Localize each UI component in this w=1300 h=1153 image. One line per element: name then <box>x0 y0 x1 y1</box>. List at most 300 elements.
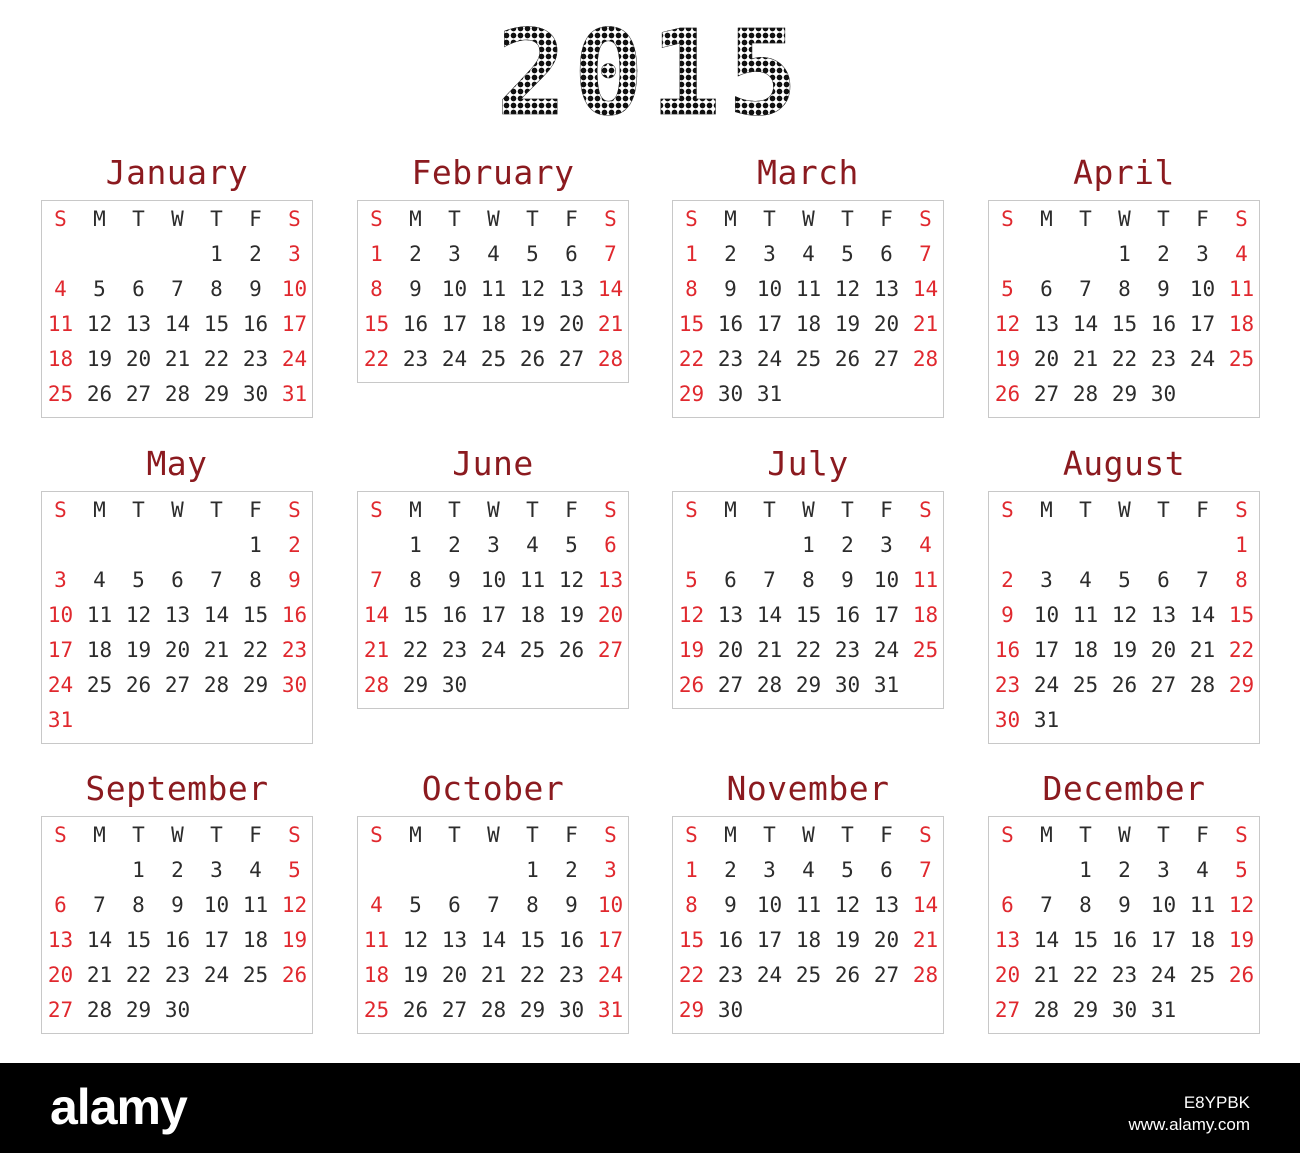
weekday-label: S <box>685 207 698 231</box>
week-row <box>358 272 628 307</box>
day-cell: 7 <box>1079 277 1092 301</box>
weekday-label: T <box>526 207 539 231</box>
day-cell: 22 <box>402 638 429 662</box>
week-row <box>358 528 628 563</box>
day-cell: 3 <box>763 242 776 266</box>
day-cell: 18 <box>1228 312 1255 336</box>
day-cell: 29 <box>1072 998 1099 1022</box>
weekday-label: M <box>1040 823 1053 847</box>
day-cell: 19 <box>86 347 113 371</box>
day-cell: 24 <box>1150 963 1177 987</box>
week-row <box>989 563 1259 598</box>
month-day-grid <box>41 816 313 1034</box>
week-row <box>989 888 1259 923</box>
week-row <box>989 307 1259 342</box>
weekday-label: S <box>919 207 932 231</box>
weekday-header-row <box>673 202 943 237</box>
weekday-header-row <box>989 818 1259 853</box>
week-row <box>989 668 1259 703</box>
week-row <box>42 528 312 563</box>
day-cell: 10 <box>441 277 468 301</box>
day-cell: 26 <box>1228 963 1255 987</box>
day-cell: 8 <box>132 893 145 917</box>
day-cell: 4 <box>919 533 932 557</box>
day-cell: 8 <box>370 277 383 301</box>
day-cell: 7 <box>370 568 383 592</box>
weekday-label: W <box>171 498 184 522</box>
day-cell: 8 <box>249 568 262 592</box>
day-cell: 30 <box>1150 382 1177 406</box>
day-cell: 10 <box>47 603 74 627</box>
week-row <box>358 563 628 598</box>
watermark-url: www.alamy.com <box>1128 1115 1250 1134</box>
day-cell: 12 <box>834 277 861 301</box>
day-cell: 28 <box>912 347 939 371</box>
weekday-label: S <box>288 823 301 847</box>
day-cell: 19 <box>834 928 861 952</box>
day-cell: 12 <box>281 893 308 917</box>
day-cell: 7 <box>210 568 223 592</box>
day-cell: 30 <box>441 673 468 697</box>
month-name: June <box>452 444 534 483</box>
day-cell: 15 <box>678 928 705 952</box>
weekday-label: T <box>448 207 461 231</box>
day-cell: 12 <box>994 312 1021 336</box>
weekday-label: W <box>1118 498 1131 522</box>
day-cell: 4 <box>249 858 262 882</box>
day-cell: 29 <box>125 998 152 1022</box>
weekday-label: T <box>448 498 461 522</box>
day-cell: 12 <box>834 893 861 917</box>
day-cell: 31 <box>756 382 783 406</box>
day-cell: 29 <box>402 673 429 697</box>
day-cell: 28 <box>363 673 390 697</box>
day-cell: 29 <box>203 382 230 406</box>
weekday-label: T <box>1157 823 1170 847</box>
month-name: May <box>146 444 208 483</box>
day-cell: 26 <box>1111 673 1138 697</box>
weekday-header-row <box>42 493 312 528</box>
day-cell: 17 <box>756 312 783 336</box>
week-row <box>673 307 943 342</box>
week-row <box>989 342 1259 377</box>
weekday-label: W <box>487 207 500 231</box>
day-cell: 18 <box>519 603 546 627</box>
day-cell: 30 <box>994 708 1021 732</box>
day-cell: 16 <box>994 638 1021 662</box>
day-cell: 5 <box>526 242 539 266</box>
day-cell: 1 <box>526 858 539 882</box>
day-cell: 22 <box>1228 638 1255 662</box>
day-cell: 3 <box>1040 568 1053 592</box>
weekday-header-row <box>989 493 1259 528</box>
day-cell: 2 <box>409 242 422 266</box>
day-cell: 23 <box>281 638 308 662</box>
day-cell: 14 <box>1072 312 1099 336</box>
weekday-label: M <box>1040 498 1053 522</box>
day-cell: 14 <box>912 277 939 301</box>
day-cell: 12 <box>519 277 546 301</box>
day-cell: 13 <box>164 603 191 627</box>
weekday-label: T <box>210 823 223 847</box>
week-row <box>42 703 312 738</box>
weekday-label: T <box>210 498 223 522</box>
weekday-label: F <box>880 498 893 522</box>
month-name: October <box>421 769 565 808</box>
day-cell: 11 <box>912 568 939 592</box>
weekday-label: T <box>1157 207 1170 231</box>
weekday-label: T <box>132 207 145 231</box>
weekday-label: M <box>409 498 422 522</box>
day-cell: 17 <box>1033 638 1060 662</box>
weekday-header-row <box>358 493 628 528</box>
day-cell: 17 <box>281 312 308 336</box>
day-cell: 7 <box>171 277 184 301</box>
week-row <box>358 958 628 993</box>
weekday-label: M <box>724 498 737 522</box>
day-cell: 24 <box>441 347 468 371</box>
weekday-label: T <box>763 207 776 231</box>
month-day-grid <box>672 200 944 418</box>
day-cell: 27 <box>873 963 900 987</box>
day-cell: 21 <box>480 963 507 987</box>
week-row <box>42 958 312 993</box>
day-cell: 11 <box>1072 603 1099 627</box>
day-cell: 10 <box>203 893 230 917</box>
day-cell: 16 <box>164 928 191 952</box>
day-cell: 14 <box>164 312 191 336</box>
weekday-label: M <box>1040 207 1053 231</box>
day-cell: 18 <box>795 312 822 336</box>
weekday-label: T <box>1079 498 1092 522</box>
day-cell: 13 <box>1150 603 1177 627</box>
weekday-label: M <box>93 207 106 231</box>
day-cell: 13 <box>717 603 744 627</box>
day-cell: 14 <box>597 277 624 301</box>
day-cell: 26 <box>558 638 585 662</box>
weekday-label: S <box>1001 207 1014 231</box>
week-row <box>673 958 943 993</box>
day-cell: 28 <box>480 998 507 1022</box>
day-cell: 25 <box>519 638 546 662</box>
week-row <box>989 703 1259 738</box>
day-cell: 6 <box>54 893 67 917</box>
week-row <box>358 307 628 342</box>
weekday-header-row <box>358 818 628 853</box>
day-cell: 26 <box>834 347 861 371</box>
day-cell: 22 <box>203 347 230 371</box>
weekday-label: T <box>841 207 854 231</box>
weekday-label: S <box>604 498 617 522</box>
day-cell: 30 <box>281 673 308 697</box>
day-cell: 13 <box>1033 312 1060 336</box>
weekday-header-row <box>358 202 628 237</box>
day-cell: 25 <box>86 673 113 697</box>
day-cell: 13 <box>558 277 585 301</box>
day-cell: 4 <box>1235 242 1248 266</box>
day-cell: 9 <box>1001 603 1014 627</box>
weekday-label: S <box>1235 823 1248 847</box>
week-row <box>673 528 943 563</box>
weekday-label: W <box>802 823 815 847</box>
day-cell: 8 <box>1118 277 1131 301</box>
month-name: April <box>1073 153 1175 192</box>
day-cell: 22 <box>125 963 152 987</box>
weekday-label: F <box>880 207 893 231</box>
day-cell: 27 <box>441 998 468 1022</box>
day-cell: 9 <box>249 277 262 301</box>
day-cell: 19 <box>1111 638 1138 662</box>
month-day-grid <box>41 200 313 418</box>
day-cell: 31 <box>873 673 900 697</box>
day-cell: 30 <box>164 998 191 1022</box>
day-cell: 25 <box>1072 673 1099 697</box>
day-cell: 5 <box>1235 858 1248 882</box>
day-cell: 19 <box>834 312 861 336</box>
day-cell: 23 <box>1150 347 1177 371</box>
day-cell: 20 <box>164 638 191 662</box>
year-title <box>0 4 1300 142</box>
day-cell: 9 <box>1118 893 1131 917</box>
day-cell: 24 <box>203 963 230 987</box>
day-cell: 13 <box>994 928 1021 952</box>
day-cell: 11 <box>1189 893 1216 917</box>
day-cell: 14 <box>203 603 230 627</box>
day-cell: 23 <box>1111 963 1138 987</box>
day-cell: 19 <box>994 347 1021 371</box>
day-cell: 21 <box>756 638 783 662</box>
week-row <box>989 272 1259 307</box>
weekday-header-row <box>673 493 943 528</box>
day-cell: 21 <box>1189 638 1216 662</box>
day-cell: 31 <box>597 998 624 1022</box>
day-cell: 23 <box>834 638 861 662</box>
day-cell: 28 <box>912 963 939 987</box>
day-cell: 25 <box>795 963 822 987</box>
day-cell: 16 <box>1150 312 1177 336</box>
day-cell: 23 <box>242 347 269 371</box>
day-cell: 12 <box>1228 893 1255 917</box>
day-cell: 1 <box>685 242 698 266</box>
day-cell: 8 <box>685 277 698 301</box>
day-cell: 5 <box>409 893 422 917</box>
day-cell: 8 <box>1235 568 1248 592</box>
day-cell: 15 <box>242 603 269 627</box>
weekday-label: T <box>1079 207 1092 231</box>
day-cell: 29 <box>519 998 546 1022</box>
day-cell: 18 <box>363 963 390 987</box>
day-cell: 26 <box>834 963 861 987</box>
weekday-label: S <box>370 823 383 847</box>
day-cell: 6 <box>171 568 184 592</box>
day-cell: 22 <box>678 347 705 371</box>
day-cell: 5 <box>841 858 854 882</box>
week-row <box>673 888 943 923</box>
month-day-grid <box>988 491 1260 744</box>
day-cell: 15 <box>203 312 230 336</box>
day-cell: 27 <box>125 382 152 406</box>
day-cell: 18 <box>1189 928 1216 952</box>
day-cell: 15 <box>363 312 390 336</box>
day-cell: 3 <box>487 533 500 557</box>
day-cell: 21 <box>164 347 191 371</box>
month-name: November <box>726 769 890 808</box>
day-cell: 11 <box>47 312 74 336</box>
day-cell: 5 <box>132 568 145 592</box>
week-row <box>673 237 943 272</box>
day-cell: 8 <box>1079 893 1092 917</box>
day-cell: 7 <box>1196 568 1209 592</box>
day-cell: 2 <box>565 858 578 882</box>
day-cell: 26 <box>519 347 546 371</box>
day-cell: 6 <box>1040 277 1053 301</box>
day-cell: 10 <box>1189 277 1216 301</box>
day-cell: 5 <box>841 242 854 266</box>
day-cell: 7 <box>763 568 776 592</box>
day-cell: 9 <box>841 568 854 592</box>
weekday-label: S <box>288 207 301 231</box>
day-cell: 17 <box>480 603 507 627</box>
day-cell: 14 <box>912 893 939 917</box>
weekday-label: W <box>1118 207 1131 231</box>
weekday-label: M <box>409 207 422 231</box>
weekday-label: T <box>841 498 854 522</box>
day-cell: 20 <box>125 347 152 371</box>
day-cell: 18 <box>480 312 507 336</box>
weekday-label: S <box>685 823 698 847</box>
week-row <box>42 668 312 703</box>
day-cell: 30 <box>558 998 585 1022</box>
day-cell: 15 <box>678 312 705 336</box>
day-cell: 5 <box>288 858 301 882</box>
week-row <box>673 272 943 307</box>
day-cell: 4 <box>1196 858 1209 882</box>
day-cell: 2 <box>448 533 461 557</box>
day-cell: 10 <box>597 893 624 917</box>
week-row <box>42 342 312 377</box>
day-cell: 27 <box>1033 382 1060 406</box>
day-cell: 12 <box>678 603 705 627</box>
day-cell: 12 <box>402 928 429 952</box>
day-cell: 28 <box>1072 382 1099 406</box>
day-cell: 9 <box>724 277 737 301</box>
weekday-label: S <box>685 498 698 522</box>
week-row <box>673 993 943 1028</box>
weekday-label: S <box>1001 823 1014 847</box>
day-cell: 15 <box>402 603 429 627</box>
week-row <box>42 272 312 307</box>
week-row <box>358 237 628 272</box>
week-row <box>989 853 1259 888</box>
week-row <box>42 237 312 272</box>
weekday-label: S <box>919 498 932 522</box>
weekday-label: T <box>526 823 539 847</box>
day-cell: 20 <box>1033 347 1060 371</box>
day-cell: 6 <box>1001 893 1014 917</box>
week-row <box>42 633 312 668</box>
week-row <box>42 923 312 958</box>
weekday-label: T <box>448 823 461 847</box>
day-cell: 20 <box>1150 638 1177 662</box>
day-cell: 29 <box>678 998 705 1022</box>
day-cell: 9 <box>1157 277 1170 301</box>
week-row <box>358 888 628 923</box>
day-cell: 9 <box>565 893 578 917</box>
week-row <box>673 563 943 598</box>
day-cell: 3 <box>880 533 893 557</box>
day-cell: 28 <box>203 673 230 697</box>
day-cell: 18 <box>47 347 74 371</box>
day-cell: 18 <box>242 928 269 952</box>
day-cell: 9 <box>409 277 422 301</box>
day-cell: 4 <box>370 893 383 917</box>
day-cell: 6 <box>604 533 617 557</box>
month-day-grid <box>672 491 944 709</box>
day-cell: 8 <box>210 277 223 301</box>
day-cell: 17 <box>873 603 900 627</box>
day-cell: 6 <box>880 242 893 266</box>
weekday-label: W <box>802 498 815 522</box>
week-row <box>673 377 943 412</box>
day-cell: 2 <box>724 242 737 266</box>
day-cell: 24 <box>1033 673 1060 697</box>
month-name: March <box>757 153 859 192</box>
day-cell: 14 <box>363 603 390 627</box>
day-cell: 4 <box>93 568 106 592</box>
day-cell: 2 <box>171 858 184 882</box>
day-cell: 2 <box>249 242 262 266</box>
day-cell: 5 <box>565 533 578 557</box>
day-cell: 16 <box>558 928 585 952</box>
week-row <box>673 342 943 377</box>
day-cell: 22 <box>795 638 822 662</box>
day-cell: 8 <box>685 893 698 917</box>
day-cell: 21 <box>203 638 230 662</box>
weekday-label: W <box>802 207 815 231</box>
day-cell: 4 <box>487 242 500 266</box>
day-cell: 8 <box>802 568 815 592</box>
day-cell: 3 <box>1157 858 1170 882</box>
weekday-label: F <box>565 498 578 522</box>
day-cell: 3 <box>763 858 776 882</box>
day-cell: 27 <box>47 998 74 1022</box>
day-cell: 27 <box>558 347 585 371</box>
weekday-label: T <box>841 823 854 847</box>
week-row <box>358 993 628 1028</box>
day-cell: 12 <box>86 312 113 336</box>
day-cell: 17 <box>203 928 230 952</box>
day-cell: 21 <box>912 928 939 952</box>
weekday-label: F <box>1196 498 1209 522</box>
day-cell: 11 <box>86 603 113 627</box>
day-cell: 25 <box>1228 347 1255 371</box>
day-cell: 10 <box>1150 893 1177 917</box>
day-cell: 1 <box>132 858 145 882</box>
day-cell: 13 <box>597 568 624 592</box>
day-cell: 21 <box>597 312 624 336</box>
month-day-grid <box>357 491 629 709</box>
day-cell: 6 <box>132 277 145 301</box>
day-cell: 23 <box>164 963 191 987</box>
watermark-image-id: E8YPBK <box>1183 1093 1250 1112</box>
day-cell: 7 <box>93 893 106 917</box>
day-cell: 26 <box>678 673 705 697</box>
day-cell: 23 <box>994 673 1021 697</box>
day-cell: 19 <box>1228 928 1255 952</box>
day-cell: 20 <box>717 638 744 662</box>
weekday-header-row <box>42 202 312 237</box>
day-cell: 26 <box>402 998 429 1022</box>
